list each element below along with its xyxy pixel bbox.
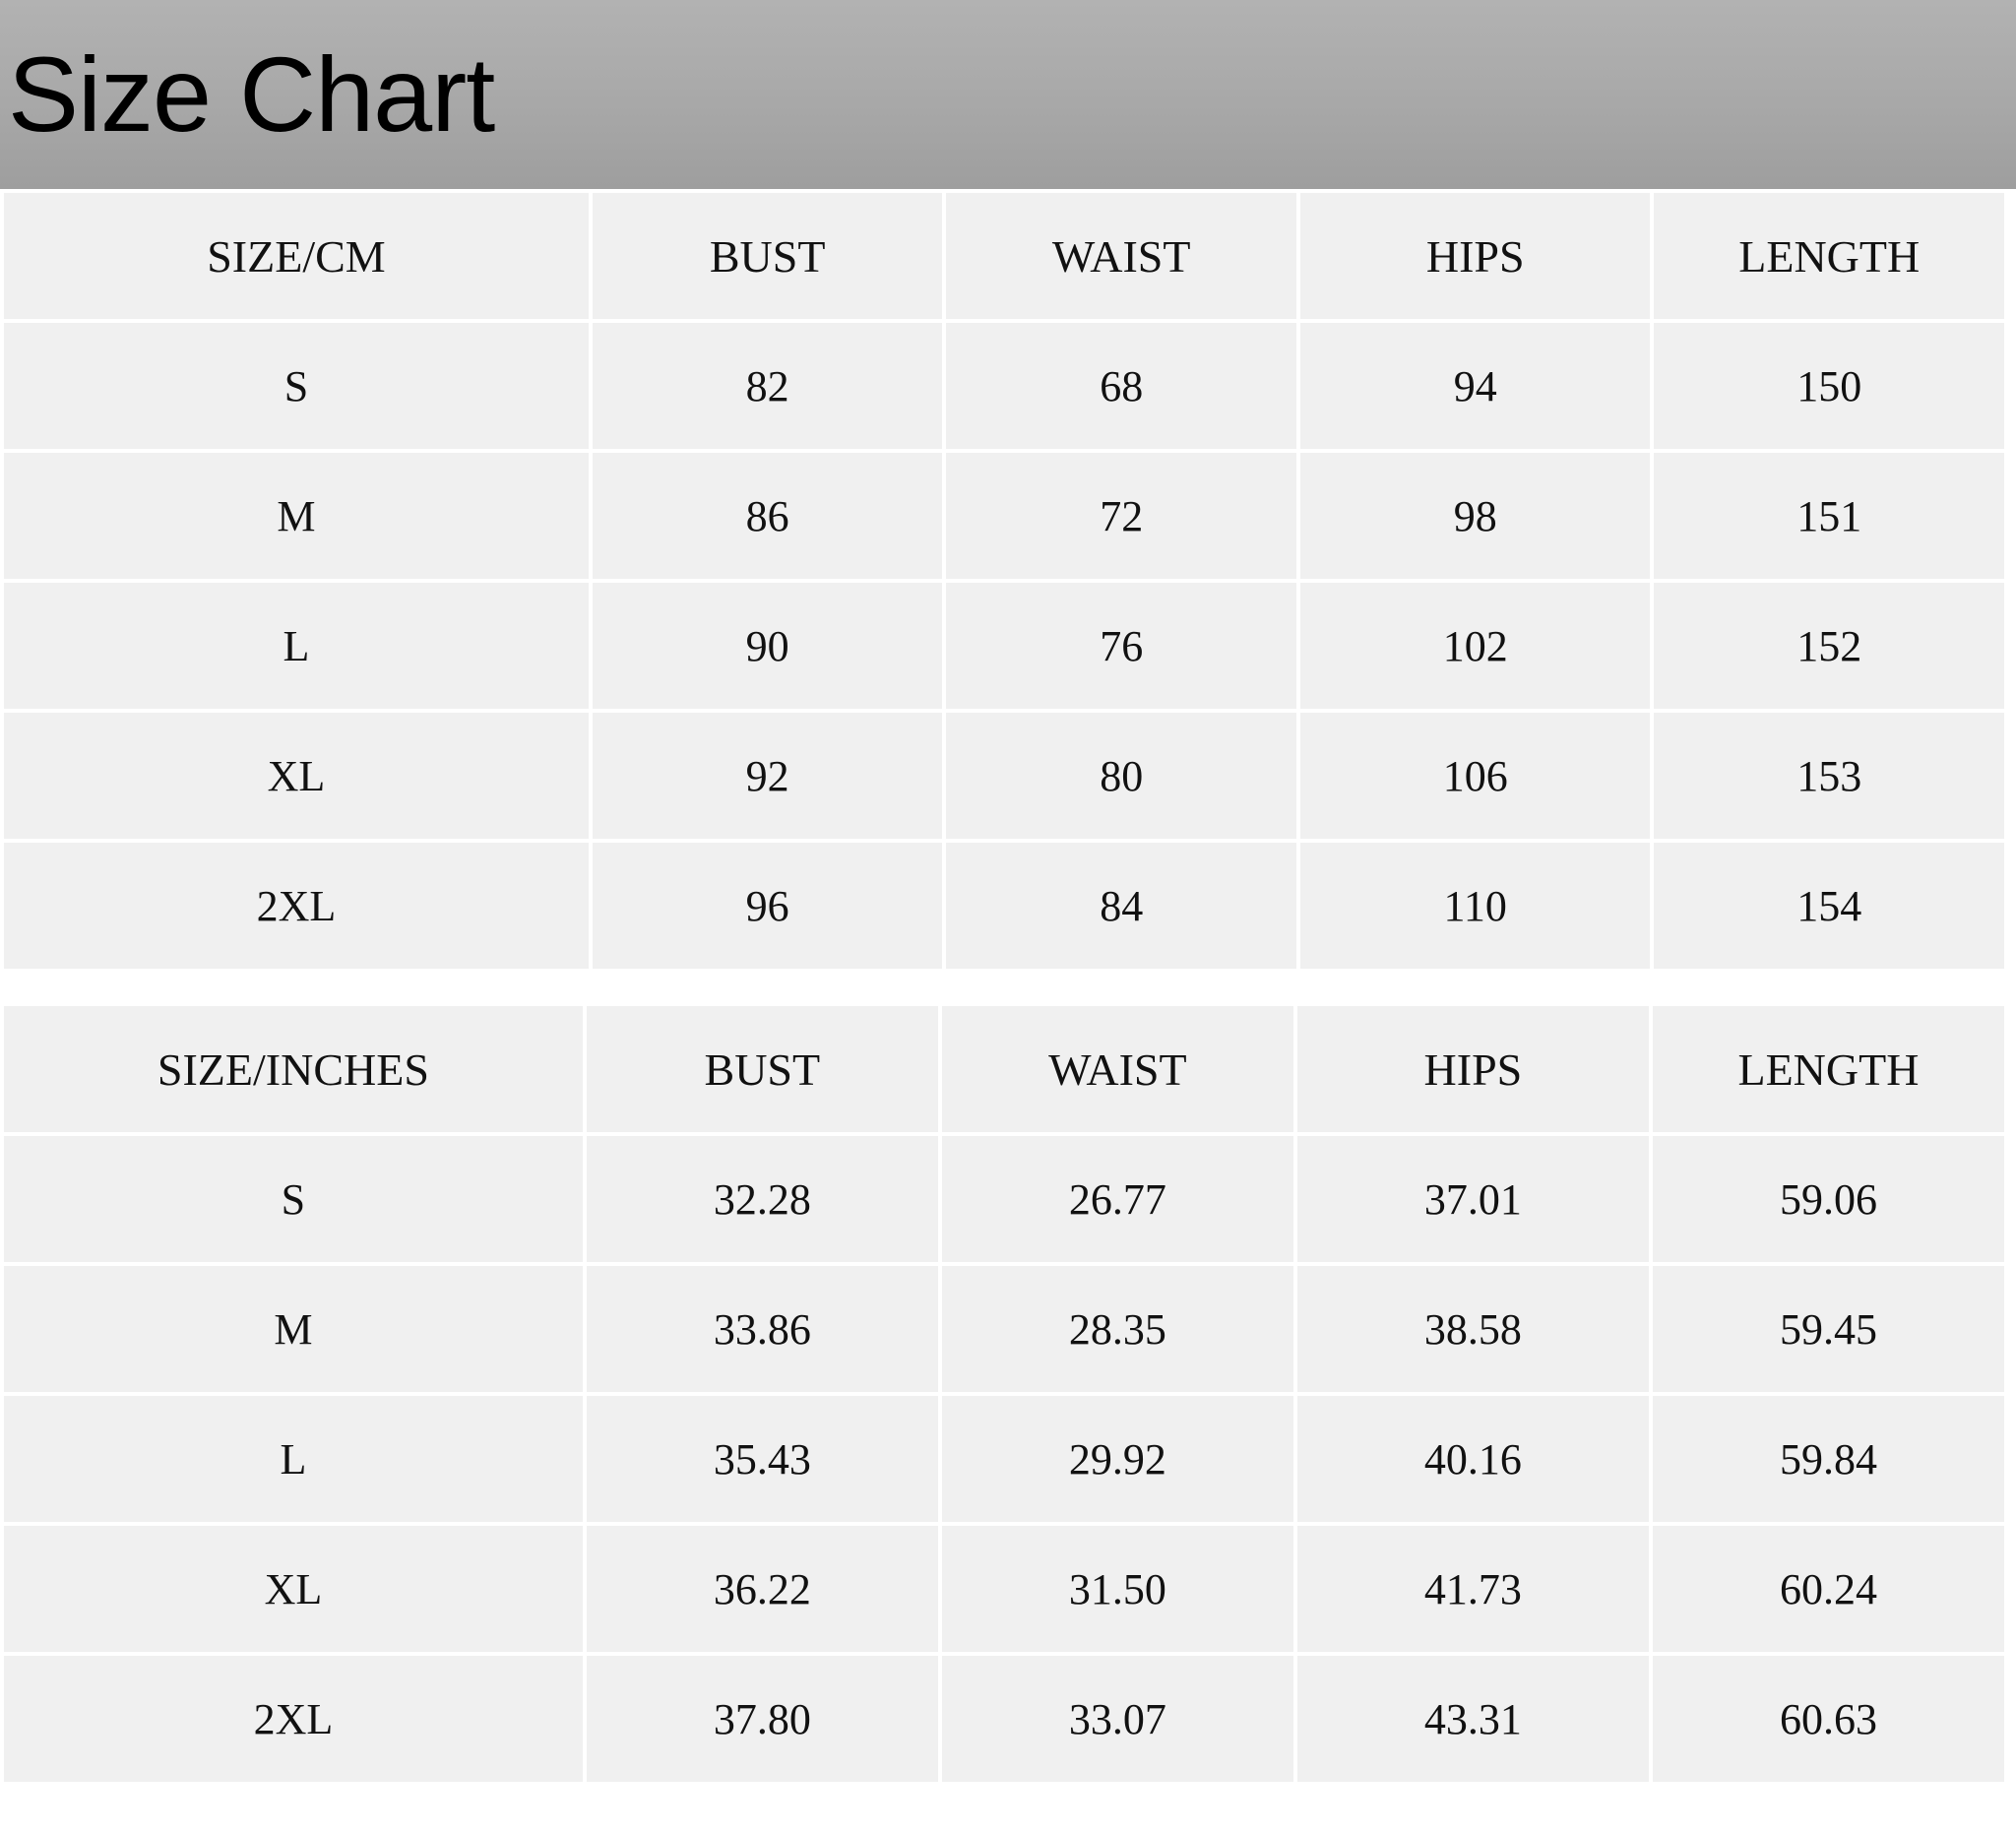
cell-bust: 82 — [593, 323, 943, 449]
table-separator — [0, 973, 2016, 1002]
cell-waist: 68 — [946, 323, 1296, 449]
cell-length: 151 — [1654, 453, 2004, 579]
table-header-row — [4, 1006, 2004, 1132]
table-header-row — [4, 193, 2004, 319]
cell-length: 150 — [1654, 323, 2004, 449]
cell-hips: 94 — [1300, 323, 1651, 449]
cell-length: 154 — [1654, 843, 2004, 969]
cell-bust: 92 — [593, 713, 943, 839]
cell-size: S — [4, 1136, 583, 1262]
cell-size: L — [4, 583, 589, 709]
cell-bust: 86 — [593, 453, 943, 579]
cell-bust: 35.43 — [587, 1396, 938, 1522]
column-header-hips: HIPS — [1297, 1006, 1649, 1132]
page-title: Size Chart — [8, 34, 495, 154]
cell-bust: 32.28 — [587, 1136, 938, 1262]
cell-hips: 38.58 — [1297, 1266, 1649, 1392]
column-header-size-cm: SIZE/CM — [4, 193, 589, 319]
cell-waist: 31.50 — [942, 1526, 1293, 1652]
table-row — [4, 583, 2004, 709]
table-row — [4, 1396, 2004, 1522]
column-header-bust: BUST — [587, 1006, 938, 1132]
cell-waist: 80 — [946, 713, 1296, 839]
cell-waist: 28.35 — [942, 1266, 1293, 1392]
table-row — [4, 1266, 2004, 1392]
column-header-waist: WAIST — [942, 1006, 1293, 1132]
cell-waist: 33.07 — [942, 1656, 1293, 1782]
cell-length: 153 — [1654, 713, 2004, 839]
cell-waist: 26.77 — [942, 1136, 1293, 1262]
size-chart-cm-table — [0, 189, 2008, 973]
cell-hips: 37.01 — [1297, 1136, 1649, 1262]
cell-size: XL — [4, 1526, 583, 1652]
cell-length: 59.45 — [1653, 1266, 2004, 1392]
column-header-length: LENGTH — [1653, 1006, 2004, 1132]
cell-length: 59.84 — [1653, 1396, 2004, 1522]
cell-length: 60.24 — [1653, 1526, 2004, 1652]
cell-hips: 41.73 — [1297, 1526, 1649, 1652]
cell-waist: 76 — [946, 583, 1296, 709]
table-row — [4, 1656, 2004, 1782]
inches-table-wrapper — [0, 1002, 2016, 1786]
cell-size: 2XL — [4, 843, 589, 969]
table-row — [4, 323, 2004, 449]
cm-table-wrapper — [0, 189, 2016, 973]
cell-size: 2XL — [4, 1656, 583, 1782]
cell-size: M — [4, 1266, 583, 1392]
cell-length: 60.63 — [1653, 1656, 2004, 1782]
cell-length: 152 — [1654, 583, 2004, 709]
cell-waist: 84 — [946, 843, 1296, 969]
cell-bust: 33.86 — [587, 1266, 938, 1392]
column-header-waist: WAIST — [946, 193, 1296, 319]
cell-bust: 37.80 — [587, 1656, 938, 1782]
column-header-size-inches: SIZE/INCHES — [4, 1006, 583, 1132]
cell-bust: 96 — [593, 843, 943, 969]
table-row — [4, 453, 2004, 579]
cell-hips: 106 — [1300, 713, 1651, 839]
cell-size: M — [4, 453, 589, 579]
cell-waist: 72 — [946, 453, 1296, 579]
cell-bust: 90 — [593, 583, 943, 709]
cell-size: XL — [4, 713, 589, 839]
table-row — [4, 1136, 2004, 1262]
cell-waist: 29.92 — [942, 1396, 1293, 1522]
table-row — [4, 1526, 2004, 1652]
cell-hips: 40.16 — [1297, 1396, 1649, 1522]
cell-size: L — [4, 1396, 583, 1522]
column-header-length: LENGTH — [1654, 193, 2004, 319]
column-header-bust: BUST — [593, 193, 943, 319]
table-row — [4, 843, 2004, 969]
table-row — [4, 713, 2004, 839]
cell-bust: 36.22 — [587, 1526, 938, 1652]
size-chart-inches-table — [0, 1002, 2008, 1786]
cell-hips: 102 — [1300, 583, 1651, 709]
cell-size: S — [4, 323, 589, 449]
cell-hips: 43.31 — [1297, 1656, 1649, 1782]
column-header-hips: HIPS — [1300, 193, 1651, 319]
cell-length: 59.06 — [1653, 1136, 2004, 1262]
cell-hips: 110 — [1300, 843, 1651, 969]
cell-hips: 98 — [1300, 453, 1651, 579]
header-banner — [0, 0, 2016, 189]
